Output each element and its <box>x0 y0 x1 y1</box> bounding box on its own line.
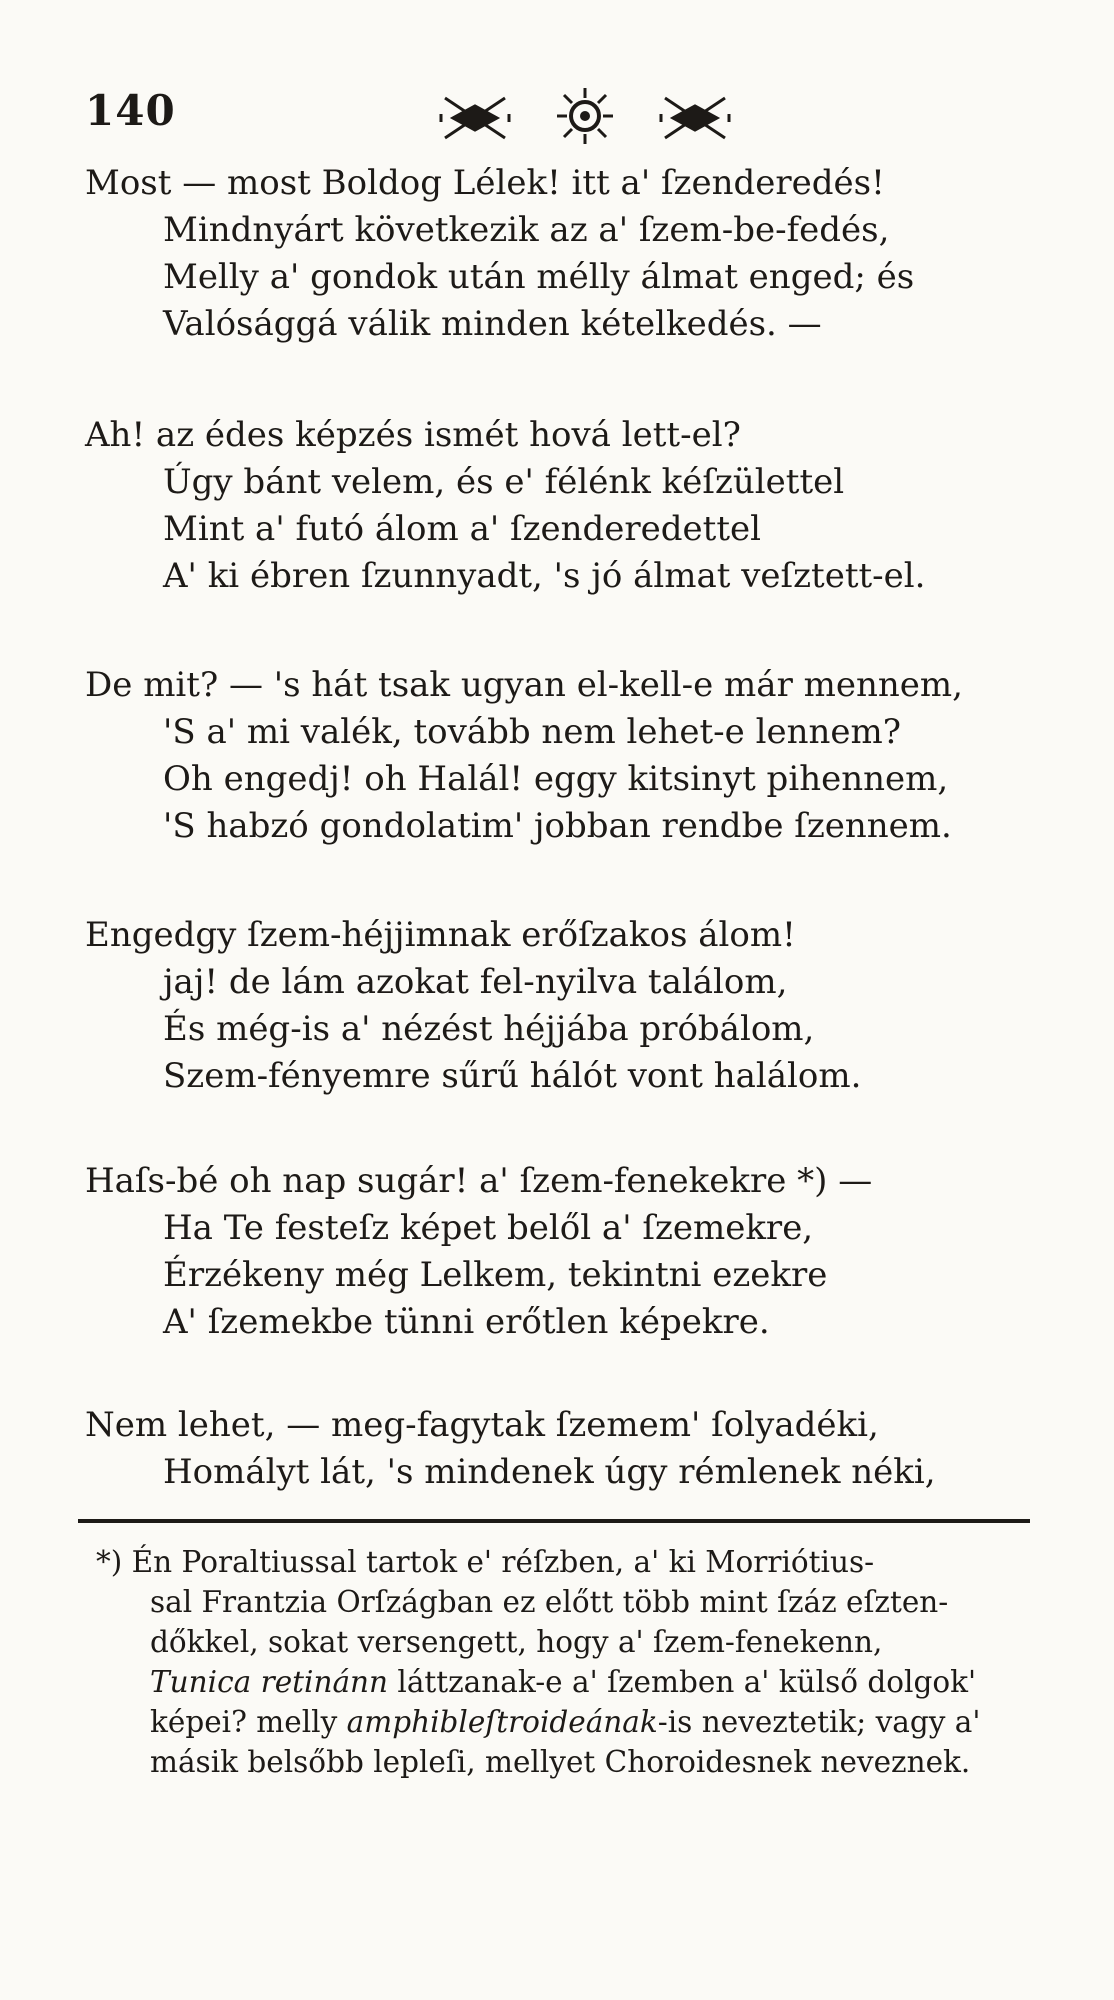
page-number: 140 <box>85 86 176 135</box>
footnote-latin-term: Tunica retinánn <box>150 1665 389 1699</box>
footnote-line <box>96 1582 1046 1622</box>
stanza <box>85 1402 1065 1496</box>
footnote-line <box>96 1702 1046 1742</box>
verse-line: Szem-fényemre sűrű hálót vont halálom. <box>163 1056 862 1096</box>
verse-line: Érzékeny még Lelkem, tekintni ezekre <box>163 1255 828 1295</box>
page-header <box>85 78 1045 148</box>
verse-line: Ha Te festeſz képet belől a' ſzemekre, <box>163 1208 814 1248</box>
stanza <box>85 1158 1065 1346</box>
verse-line: Nem lehet, — meg-fagytak ſzemem' ſolyadéki, <box>85 1405 879 1445</box>
verse-line: 'S a' mi valék, tovább nem lehet-e lennem? <box>163 712 901 752</box>
verse-line: Oh engedj! oh Halál! eggy kitsinyt pihennem, <box>163 759 949 799</box>
stanza <box>85 160 1065 348</box>
verse-line: Engedgy ſzem-héjjimnak erőſzakos álom! <box>85 915 796 955</box>
verse-line: Ah! az édes képzés ismét hová lett-el? <box>85 415 741 455</box>
header-ornaments <box>435 78 735 148</box>
stanza <box>85 912 1065 1100</box>
footnote-line <box>96 1662 1046 1702</box>
footnote-text: dőkkel, sokat versengett, hogy a' ſzem-fenekenn, <box>150 1625 883 1659</box>
verse-line: 'S habzó gondolatim' jobban rendbe ſzennem. <box>163 806 952 846</box>
footnote-text: láttzanak-e a' ſzemben a' külső dolgok' <box>388 1665 977 1699</box>
sun-rosette-ornament-icon <box>557 88 613 144</box>
footnote-line <box>96 1742 1046 1782</box>
verse-line: Haſs-bé oh nap sugár! a' ſzem-fenekekre *) — <box>85 1161 873 1201</box>
footnote-text: sal Frantzia Orſzágban ez előtt több mint ſzáz eſzten- <box>150 1585 949 1619</box>
footnote-line <box>96 1622 1046 1662</box>
verse-line: Most — most Boldog Lélek! itt a' ſzenderedés! <box>85 163 885 203</box>
verse-line: Úgy bánt velem, és e' félénk kéſzülettel <box>163 462 845 502</box>
verse-line: Mint a' futó álom a' ſzenderedettel <box>163 509 761 549</box>
footnote-latin-term: amphibleſtroideának <box>346 1705 658 1739</box>
verse-line: Mindnyárt következik az a' ſzem-be-fedés, <box>163 210 890 250</box>
crossed-rule-ornament-icon <box>441 98 509 138</box>
footnote-divider <box>78 1519 1030 1523</box>
footnote-text: másik belsőbb lepleſi, mellyet Choroidesnek neveznek. <box>150 1745 971 1779</box>
verse-line: És még-is a' nézést héjjába próbálom, <box>163 1009 815 1049</box>
crossed-rule-ornament-icon <box>661 98 729 138</box>
verse-line: Homályt lát, 's mindenek úgy rémlenek néki, <box>163 1452 936 1492</box>
verse-line: Melly a' gondok után mélly álmat enged; és <box>163 257 915 297</box>
footnote-text: *) Én Poraltiussal tartok e' réſzben, a' ki Morriótius- <box>96 1545 875 1579</box>
footnote <box>96 1542 1046 1782</box>
stanza <box>85 662 1065 850</box>
stanza <box>85 412 1065 600</box>
verse-line: A' ki ébren ſzunnyadt, 's jó álmat veſztett-el. <box>163 556 926 596</box>
verse-line: Valósággá válik minden kételkedés. — <box>163 304 822 344</box>
footnote-text: képei? melly <box>150 1705 347 1739</box>
verse-line: A' ſzemekbe tünni erőtlen képekre. <box>163 1302 770 1342</box>
verse-line: De mit? — 's hát tsak ugyan el-kell-e már mennem, <box>85 665 963 705</box>
footnote-text: -is neveztetik; vagy a' <box>657 1705 981 1739</box>
verse-line: jaj! de lám azokat fel-nyilva találom, <box>163 962 788 1002</box>
footnote-line <box>96 1542 1046 1582</box>
